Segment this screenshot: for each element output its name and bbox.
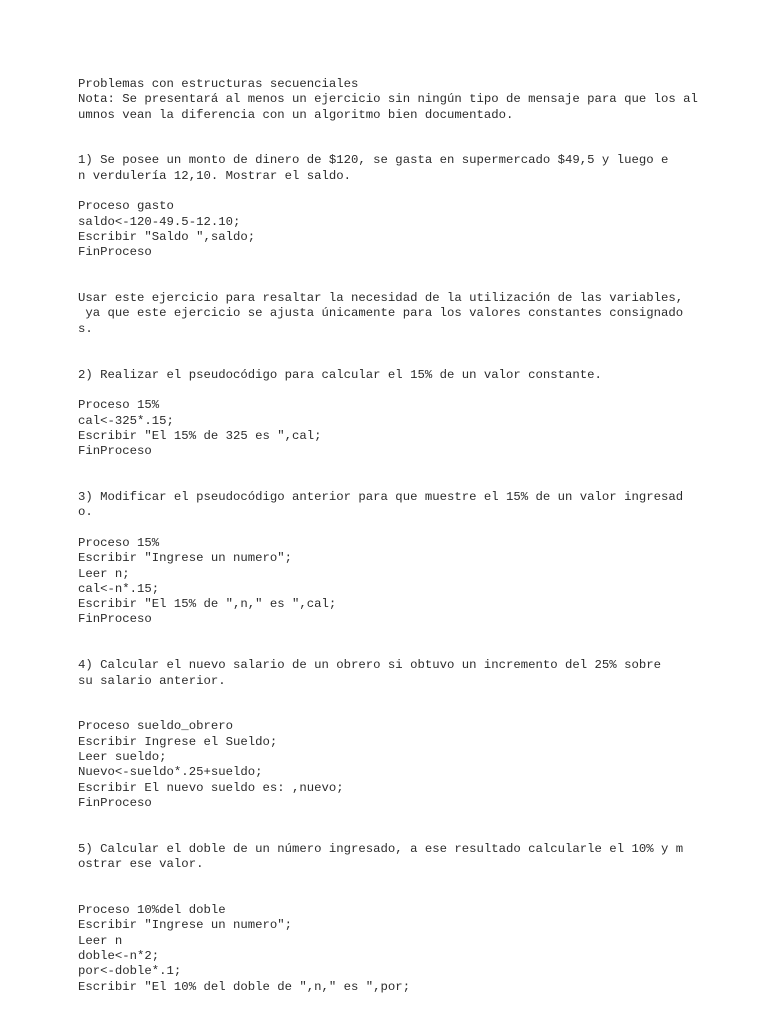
blank-line <box>78 689 748 704</box>
blank-line <box>78 475 748 490</box>
text-line: Proceso 10%del doble <box>78 903 226 918</box>
blank-line <box>78 459 748 474</box>
text-line: Escribir Ingrese el Sueldo; <box>78 734 278 749</box>
text-line: Proceso 15% <box>78 398 160 413</box>
blank-line <box>78 337 748 352</box>
text-line: Escribir "Saldo ",saldo; <box>78 229 256 244</box>
blank-line <box>78 383 748 398</box>
blank-line <box>78 184 748 199</box>
text-line: 3) Modificar el pseudocódigo anterior para que muestre el 15% de un valor ingresad <box>78 490 684 505</box>
blank-line <box>78 628 748 643</box>
text-line: Escribir "El 15% de 325 es ",cal; <box>78 428 322 443</box>
text-line: saldo<-120-49.5-12.10; <box>78 214 241 229</box>
text-line: Escribir El nuevo sueldo es: ,nuevo; <box>78 780 344 795</box>
blank-line <box>78 704 748 719</box>
blank-line <box>78 138 748 153</box>
text-line: Escribir "El 15% de ",n," es ",cal; <box>78 597 337 612</box>
text-line: FinProceso <box>78 795 152 810</box>
text-line: 4) Calcular el nuevo salario de un obrero si obtuvo un incremento del 25% sobre <box>78 658 661 673</box>
document-body <box>78 77 748 995</box>
text-line: FinProceso <box>78 612 152 627</box>
blank-line <box>78 827 748 842</box>
text-line: Leer n <box>78 933 123 948</box>
text-line: Nuevo<-sueldo*.25+sueldo; <box>78 765 263 780</box>
text-line: su salario anterior. <box>78 673 226 688</box>
blank-line <box>78 261 748 276</box>
text-line: FinProceso <box>78 444 152 459</box>
text-line: por<-doble*.1; <box>78 964 182 979</box>
blank-line <box>78 521 748 536</box>
text-line: Escribir "Ingrese un numero"; <box>78 551 293 566</box>
text-line: Leer n; <box>78 566 130 581</box>
text-line: ostrar ese valor. <box>78 857 204 872</box>
text-line: o. <box>78 505 93 520</box>
text-line: Usar este ejercicio para resaltar la necesidad de la utilización de las variables, <box>78 291 684 306</box>
text-line: Escribir "Ingrese un numero"; <box>78 918 293 933</box>
blank-line <box>78 643 748 658</box>
text-line: Proceso 15% <box>78 535 160 550</box>
text-line: umnos vean la diferencia con un algoritmo bien documentado. <box>78 107 514 122</box>
text-line: cal<-325*.15; <box>78 413 174 428</box>
blank-line <box>78 123 748 138</box>
blank-line <box>78 872 748 887</box>
text-line: doble<-n*2; <box>78 948 160 963</box>
text-line: Escribir "El 10% del doble de ",n," es ",por; <box>78 979 411 994</box>
text-line: Proceso sueldo_obrero <box>78 719 233 734</box>
text-line: s. <box>78 321 93 336</box>
blank-line <box>78 352 748 367</box>
text-line: Problemas con estructuras secuenciales <box>78 77 359 91</box>
text-line: FinProceso <box>78 245 152 260</box>
text-line: Nota: Se presentará al menos un ejercicio sin ningún tipo de mensaje para que los al <box>78 92 698 107</box>
text-line: Leer sueldo; <box>78 750 167 765</box>
text-line: 1) Se posee un monto de dinero de $120, se gasta en supermercado $49,5 y luego e <box>78 153 669 168</box>
text-line: 2) Realizar el pseudocódigo para calcular el 15% de un valor constante. <box>78 367 602 382</box>
text-line: 5) Calcular el doble de un número ingresado, a ese resultado calcularle el 10% y m <box>78 841 684 856</box>
blank-line <box>78 276 748 291</box>
text-line: ya que este ejercicio se ajusta únicamente para los valores constantes consignado <box>78 306 684 321</box>
blank-line <box>78 811 748 826</box>
text-line: n verdulería 12,10. Mostrar el saldo. <box>78 168 352 183</box>
blank-line <box>78 888 748 903</box>
text-line: Proceso gasto <box>78 199 174 214</box>
text-line: cal<-n*.15; <box>78 581 160 596</box>
